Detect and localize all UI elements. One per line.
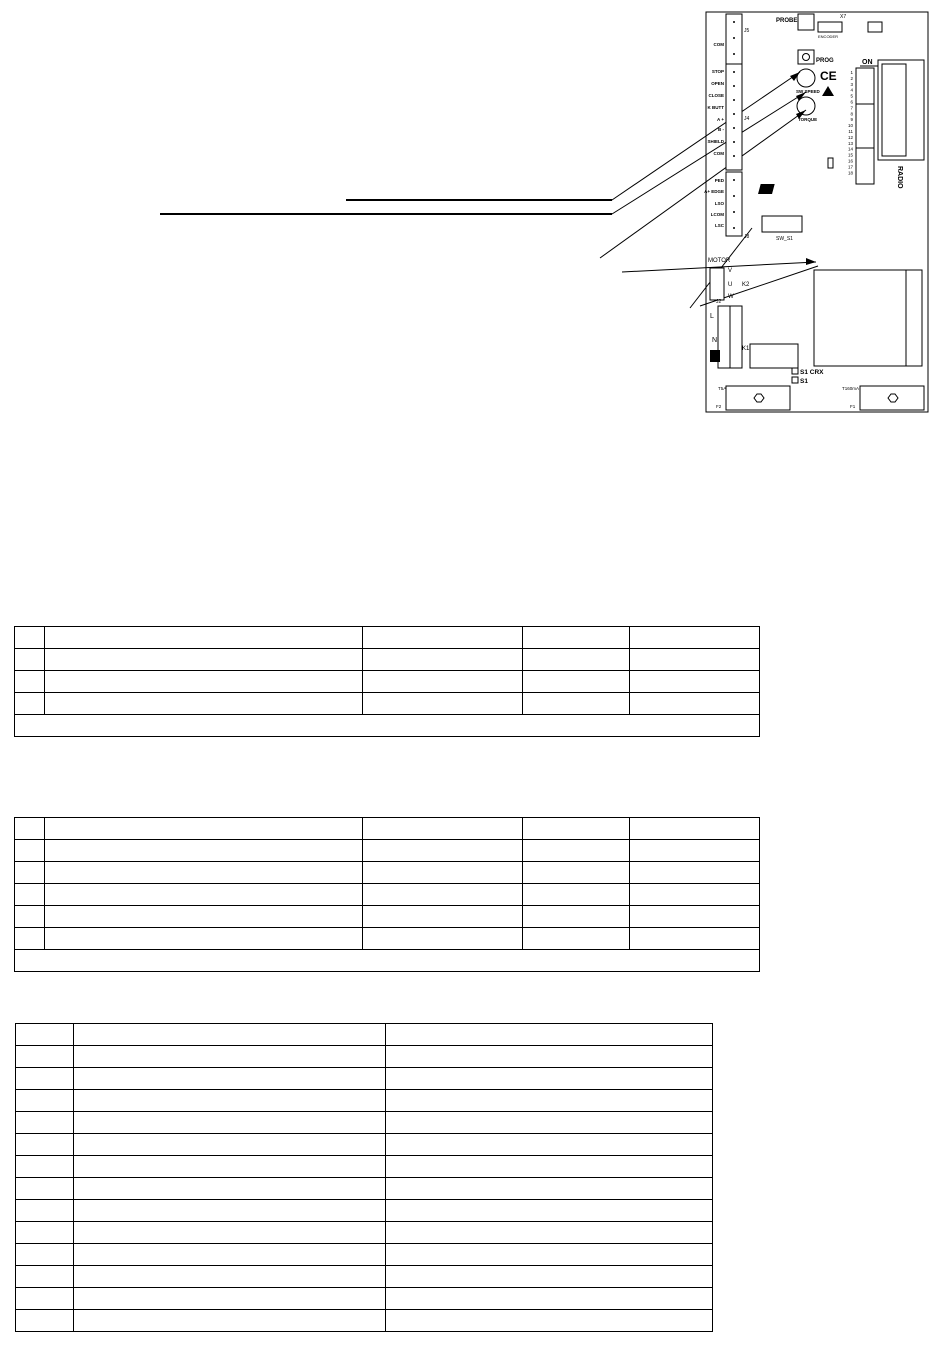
dip-number: 4 — [850, 87, 853, 93]
table-cell — [363, 818, 523, 840]
table-row — [16, 1266, 713, 1288]
table-cell — [45, 693, 363, 715]
table-cell — [386, 1310, 713, 1332]
dip-number: 6 — [850, 99, 853, 105]
table-cell — [630, 693, 760, 715]
dip-number: 16 — [847, 158, 853, 164]
relay-k1 — [750, 344, 798, 368]
table-cell — [363, 928, 523, 950]
table-row — [16, 1112, 713, 1134]
table-cell — [523, 693, 630, 715]
table-row — [16, 1200, 713, 1222]
table-cell — [16, 1200, 74, 1222]
table-cell — [630, 649, 760, 671]
table-cell — [16, 1266, 74, 1288]
table-cell — [16, 1156, 74, 1178]
table-cell — [15, 649, 45, 671]
terminal-label-shield: SHIELD — [707, 139, 724, 144]
table-cell — [386, 1288, 713, 1310]
k1-label: K1 — [742, 346, 750, 352]
table-cell — [363, 693, 523, 715]
table-cell — [15, 906, 45, 928]
table-cell — [15, 693, 45, 715]
table-row — [15, 862, 760, 884]
table-cell — [74, 1310, 386, 1332]
table-row — [15, 627, 760, 649]
table-cell — [386, 1244, 713, 1266]
table-note-cell — [15, 950, 760, 972]
table-cell — [363, 840, 523, 862]
dip-number: 17 — [847, 164, 853, 170]
table-row — [15, 928, 760, 950]
table-cell — [74, 1068, 386, 1090]
table-cell — [630, 906, 760, 928]
table-cell — [523, 627, 630, 649]
table-cell — [523, 818, 630, 840]
table-cell — [15, 671, 45, 693]
table-cell — [386, 1222, 713, 1244]
table-cell — [363, 906, 523, 928]
sw-s1-component — [762, 216, 802, 232]
table-row — [15, 693, 760, 715]
fuse-f2-label: F2 — [716, 404, 722, 409]
table-row — [16, 1288, 713, 1310]
board-logo — [758, 184, 775, 194]
connector-j4: J4 — [744, 116, 750, 122]
table-cell — [386, 1046, 713, 1068]
s1-label: S1 — [800, 378, 808, 385]
control-board-diagram — [0, 0, 950, 420]
esd-warning-icon — [822, 86, 834, 96]
terminal-label-a: A + — [717, 117, 724, 122]
fuse-f1-label: F1 — [850, 404, 856, 409]
dip-number: 1 — [850, 70, 853, 75]
table-cell — [45, 671, 363, 693]
table-cell — [630, 862, 760, 884]
ce-mark: CE — [820, 69, 837, 83]
terminal-label-lcom: LCOM — [710, 212, 724, 217]
encoder-label: ENCODER — [818, 34, 839, 39]
table-cell — [74, 1222, 386, 1244]
terminal-label-kbutt: K BUTT — [707, 105, 724, 110]
table-cell — [386, 1068, 713, 1090]
table-cell — [16, 1134, 74, 1156]
fuse-right-rating: T160mA — [842, 386, 860, 391]
radio-module — [878, 60, 924, 160]
table-row — [16, 1222, 713, 1244]
table-cell — [74, 1046, 386, 1068]
table-cell — [45, 840, 363, 862]
table-cell — [363, 884, 523, 906]
motor-v-label: V — [728, 268, 733, 274]
jumper-block — [868, 22, 882, 32]
table-cell — [630, 840, 760, 862]
table-row — [15, 950, 760, 972]
table-cell — [16, 1112, 74, 1134]
table-row — [15, 649, 760, 671]
table-cell — [523, 649, 630, 671]
table-row — [16, 1134, 713, 1156]
dip-number: 10 — [847, 123, 853, 129]
fuse-f2 — [726, 386, 790, 410]
dip-number: 8 — [850, 111, 853, 117]
table-cell — [74, 1024, 386, 1046]
table-cell — [16, 1046, 74, 1068]
table-row — [16, 1310, 713, 1332]
table-cell — [45, 627, 363, 649]
table-row — [15, 715, 760, 737]
table-row — [16, 1046, 713, 1068]
connector-j2: J2 — [716, 299, 722, 305]
terminal-label-edge: A+ EDGE — [704, 189, 724, 194]
table-cell — [630, 928, 760, 950]
table-row — [15, 884, 760, 906]
table-cell — [386, 1134, 713, 1156]
table-1 — [14, 626, 760, 737]
table-cell — [386, 1112, 713, 1134]
s1crx-checkbox — [792, 368, 798, 374]
table-cell — [16, 1288, 74, 1310]
probe-label: PROBE — [776, 18, 798, 24]
table-row — [16, 1024, 713, 1046]
table-cell — [74, 1244, 386, 1266]
table-cell — [45, 884, 363, 906]
dip-number: 3 — [850, 81, 853, 87]
table-row — [15, 840, 760, 862]
table-row — [16, 1244, 713, 1266]
radio-label: RADIO — [896, 166, 903, 189]
table-3 — [15, 1023, 713, 1332]
table-cell — [386, 1178, 713, 1200]
terminal-label-close: CLOSE — [708, 93, 724, 98]
terminal-label-open: OPEN — [711, 81, 724, 86]
dip-number: 15 — [847, 152, 853, 158]
dip-on-label: ON — [862, 59, 873, 66]
dip-number: 7 — [850, 105, 853, 111]
table-cell — [523, 862, 630, 884]
table-cell — [523, 840, 630, 862]
table-cell — [74, 1112, 386, 1134]
table-cell — [363, 649, 523, 671]
k2-label: K2 — [742, 282, 750, 288]
dip-number: 9 — [850, 117, 853, 123]
table-cell — [74, 1090, 386, 1112]
dip-number: 18 — [847, 170, 853, 176]
speed-label: SW SPEED — [796, 89, 820, 94]
terminal-label-ped: PED — [714, 178, 724, 183]
terminal-label-lso: LSO — [714, 201, 724, 206]
table-cell — [16, 1024, 74, 1046]
table-row — [16, 1068, 713, 1090]
table-cell — [386, 1156, 713, 1178]
dip-number: 14 — [847, 146, 853, 152]
table-cell — [363, 627, 523, 649]
table-cell — [45, 928, 363, 950]
terminal-label-stop: STOP — [711, 69, 724, 74]
table-cell — [74, 1266, 386, 1288]
ground-terminal — [710, 350, 720, 362]
table-cell — [386, 1090, 713, 1112]
table-row — [16, 1090, 713, 1112]
dip-number: 5 — [850, 93, 853, 99]
table-cell — [16, 1068, 74, 1090]
dip-number: 11 — [848, 129, 853, 134]
table-cell — [74, 1134, 386, 1156]
dip-number: 13 — [847, 140, 853, 146]
table-cell — [16, 1310, 74, 1332]
table-cell — [523, 928, 630, 950]
table-cell — [15, 884, 45, 906]
prog-label: PROG — [816, 58, 834, 64]
motor-w-label: W — [728, 294, 734, 300]
table-cell — [16, 1222, 74, 1244]
table-cell — [630, 671, 760, 693]
table-cell — [386, 1266, 713, 1288]
table-cell — [523, 884, 630, 906]
connector-x7: X7 — [840, 14, 847, 20]
table-cell — [16, 1178, 74, 1200]
table-cell — [45, 862, 363, 884]
probe-connector — [798, 14, 814, 30]
terminal-label-com1: COM — [713, 42, 724, 47]
table-cell — [74, 1178, 386, 1200]
power-n-label: N — [712, 337, 718, 344]
table-cell — [363, 671, 523, 693]
dip-number: 12 — [847, 134, 853, 140]
connector-j5: J5 — [744, 28, 750, 34]
table-note-cell — [15, 715, 760, 737]
table-cell — [74, 1200, 386, 1222]
encoder-connector — [818, 22, 842, 32]
prog-button — [798, 50, 814, 64]
torque-label: TORQUE — [798, 117, 818, 122]
table-row — [16, 1178, 713, 1200]
small-jumper — [828, 158, 833, 168]
table-cell — [45, 818, 363, 840]
table-2 — [14, 817, 760, 972]
torque-trimmer — [797, 97, 815, 115]
terminal-label-lsc: LSC — [715, 223, 724, 228]
table-cell — [74, 1288, 386, 1310]
fuse-f1 — [860, 386, 924, 410]
table-cell — [74, 1156, 386, 1178]
table-cell — [16, 1244, 74, 1266]
table-cell — [15, 840, 45, 862]
fuse-left-rating: T5A — [718, 386, 727, 391]
terminal-label-b: B - — [718, 127, 724, 132]
table-cell — [363, 862, 523, 884]
s1crx-label: S1 CRX — [800, 369, 824, 376]
table-cell — [523, 671, 630, 693]
speed-trimmer — [797, 69, 815, 87]
prog-button-knob — [803, 54, 810, 61]
dip-switch-block — [856, 68, 874, 184]
table-cell — [630, 884, 760, 906]
terminal-label-com2: COM — [713, 151, 724, 156]
table-row — [16, 1156, 713, 1178]
motor-u-label: U — [728, 282, 733, 288]
table-cell — [386, 1200, 713, 1222]
table-cell — [15, 818, 45, 840]
table-row — [15, 818, 760, 840]
motor-label: MOTOR — [708, 258, 731, 264]
table-cell — [15, 862, 45, 884]
sw-s1-label: SW_S1 — [776, 236, 793, 242]
table-cell — [45, 906, 363, 928]
table-cell — [523, 906, 630, 928]
table-cell — [630, 818, 760, 840]
dip-switch-numbers — [848, 70, 854, 175]
table-cell — [16, 1090, 74, 1112]
s1-checkbox — [792, 377, 798, 383]
arrowheads — [790, 72, 816, 265]
power-l-label: L — [710, 313, 714, 320]
table-cell — [386, 1024, 713, 1046]
dip-number: 2 — [850, 75, 853, 81]
table-cell — [15, 928, 45, 950]
table-cell — [45, 649, 363, 671]
table-row — [15, 671, 760, 693]
table-row — [15, 906, 760, 928]
table-cell — [15, 627, 45, 649]
connector-j8: J8 — [744, 234, 750, 240]
table-cell — [630, 627, 760, 649]
